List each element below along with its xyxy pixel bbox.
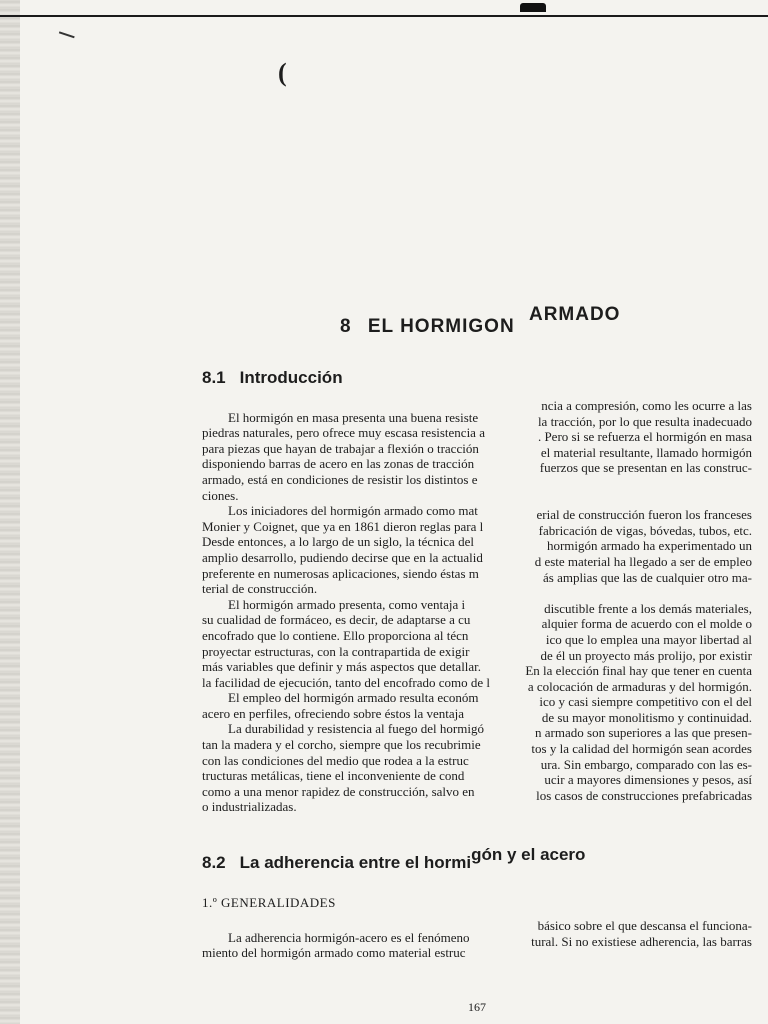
line-right-fragment: hormigón armado ha experimentado un — [546, 538, 752, 554]
handwritten-parenthesis: ( — [278, 58, 287, 87]
text-line — [202, 690, 752, 710]
scan-binding-edge — [0, 0, 20, 1024]
line-left-fragment: El empleo del hormigón armado resulta económ — [228, 690, 479, 706]
line-left-fragment: proyectar estructuras, con la contrapartida de exigir — [202, 643, 470, 659]
line-right-fragment: ucir a mayores dimensiones y pesos, así — [544, 772, 752, 788]
intro-text — [202, 394, 752, 815]
section-number: 8.1 — [202, 368, 226, 387]
text-line — [202, 627, 752, 647]
subsection-heading: 1.º GENERALIDADES — [202, 895, 336, 910]
line-left-fragment: con las condiciones del medio que rodea a la estruc — [202, 752, 469, 768]
line-right-fragment: básico sobre el que descansa el funciona- — [537, 918, 752, 933]
line-right-fragment: discutible frente a los demás materiales, — [544, 600, 752, 616]
line-right-fragment: ura. Sin embargo, comparado con las es- — [540, 756, 752, 772]
line-left-fragment: la facilidad de ejecución, tanto del encofrado como de l — [202, 674, 491, 690]
line-right-fragment: fuerzos que se presentan en las construc- — [539, 460, 752, 476]
line-left-fragment: piedras naturales, pero ofrece muy escasa resistencia a — [202, 425, 485, 441]
line-left-fragment: disponiendo barras de acero en las zonas de tracción — [202, 456, 475, 472]
line-right-fragment: a colocación de armaduras y del hormigón. — [527, 678, 752, 694]
text-line — [202, 612, 752, 632]
text-line — [202, 425, 752, 445]
text-line — [202, 394, 752, 413]
text-line — [202, 643, 752, 663]
line-right-fragment: de su mayor monolitismo y continuidad. — [541, 709, 752, 725]
line-right-fragment: d este material ha llegado a ser de empleo — [534, 553, 752, 569]
line-right-fragment: ico que lo emplea una mayor libertad al — [545, 631, 752, 647]
text-line — [202, 783, 752, 803]
line-left-fragment: amplio desarrollo, pudiendo decirse que en la actualid — [202, 549, 483, 565]
line-left-fragment: acero en perfiles, ofreciendo sobre éstos la ventaja — [202, 705, 465, 721]
section-title-part2: gón y el acero — [471, 845, 586, 864]
line-right-fragment: . Pero si se refuerza el hormigón en masa — [537, 429, 752, 445]
chapter-number: 8 — [340, 316, 352, 337]
line-left-fragment: o industrializadas. — [202, 799, 297, 815]
text-line — [202, 721, 752, 741]
text-line — [202, 549, 752, 569]
line-right-fragment: En la elección final hay que tener en cuenta — [525, 663, 752, 679]
line-left-fragment: preferente en numerosas aplicaciones, siendo éstas m — [202, 565, 479, 581]
chapter-title-part2: ARMADO — [528, 304, 621, 325]
text-line — [202, 596, 752, 616]
line-right-fragment: ico y casi siempre competitivo con el del — [539, 694, 752, 710]
line-right-fragment: erial de construcción fueron los franceses — [536, 507, 752, 523]
line-left-fragment: El hormigón armado presenta, como ventaja i — [228, 596, 466, 612]
line-left-fragment: tan la madera y el corcho, siempre que los recubrimie — [202, 737, 481, 753]
text-line — [202, 799, 752, 815]
section-title: Introducción — [239, 368, 343, 387]
line-right-fragment: de él un proyecto más prolijo, por existir — [540, 647, 752, 663]
chapter-title-part1: EL HORMIGON — [367, 316, 515, 337]
top-rule — [0, 15, 768, 17]
text-line — [202, 674, 752, 694]
line-right-fragment: n armado son superiores a las que presen- — [535, 725, 752, 741]
text-line — [202, 737, 752, 757]
line-right-fragment: fabricación de vigas, bóvedas, tubos, etc. — [538, 522, 752, 538]
line-right-fragment: alquier forma de acuerdo con el molde o — [541, 616, 752, 632]
text-line — [202, 659, 752, 679]
line-left-fragment: El hormigón en masa presenta una buena resiste — [228, 409, 479, 425]
line-left-fragment: como a una menor rapidez de construcción, salvo en — [202, 783, 475, 799]
line-right-fragment: la tracción, por lo que resulta inadecuado — [537, 413, 752, 429]
line-left-fragment: más variables que definir y más aspectos que detallar. — [202, 659, 482, 675]
text-line — [202, 518, 752, 538]
line-left-fragment: armado, está en condiciones de resistir los distintos e — [202, 471, 478, 487]
text-line — [202, 472, 752, 488]
text-line — [202, 752, 752, 772]
text-line — [202, 409, 752, 429]
line-right-fragment: ncia a compresión, como les ocurre a las — [541, 398, 752, 413]
text-line — [202, 565, 752, 585]
chapter-title — [340, 304, 621, 338]
text-line — [202, 945, 752, 961]
line-left-fragment: miento del hormigón armado como material estruc — [202, 945, 466, 961]
line-left-fragment: su cualidad de formáceo, es decir, de adaptarse a cu — [202, 612, 471, 628]
text-line — [202, 581, 752, 597]
text-line — [202, 488, 752, 504]
line-right-fragment: tos y la calidad del hormigón sean acordes — [531, 741, 752, 757]
text-line — [202, 503, 752, 523]
section-heading-adherence — [202, 845, 586, 873]
text-line — [202, 440, 752, 460]
line-left-fragment: terial de construcción. — [202, 581, 318, 597]
section-title-part1: La adherencia entre el hormi — [239, 853, 472, 872]
line-right-fragment: tural. Si no existiese adherencia, las barras — [531, 933, 752, 949]
text-line — [202, 705, 752, 725]
line-left-fragment: ciones. — [202, 487, 239, 503]
line-right-fragment: los casos de construcciones prefabricadas — [536, 787, 752, 803]
line-right-fragment: el material resultante, llamado hormigón — [540, 444, 752, 460]
adherence-text — [202, 914, 752, 961]
line-left-fragment: encofrado que lo contiene. Ello proporciona al técn — [202, 627, 469, 643]
line-left-fragment: La adherencia hormigón-acero es el fenómeno — [228, 929, 470, 945]
line-left-fragment: La durabilidad y resistencia al fuego del hormigó — [228, 721, 484, 737]
section-number: 8.2 — [202, 853, 226, 872]
top-scan-mark — [520, 3, 546, 12]
text-line — [202, 534, 752, 554]
text-line — [202, 929, 752, 949]
section-heading-intro — [202, 368, 343, 388]
line-left-fragment: tructuras metálicas, tiene el inconveniente de cond — [202, 768, 465, 784]
line-left-fragment: Monier y Coignet, que ya en 1861 dieron reglas para l — [202, 518, 484, 534]
page-number: 167 — [468, 1000, 486, 1014]
line-right-fragment: ás amplias que las de cualquier otro ma- — [542, 569, 752, 585]
line-left-fragment: para piezas que hayan de trabajar a flexión o tracción — [202, 440, 479, 456]
corner-pen-mark — [59, 24, 77, 38]
text-line — [202, 768, 752, 788]
line-left-fragment: Desde entonces, a lo largo de un siglo, la técnica del — [202, 534, 474, 550]
text-line — [202, 914, 752, 933]
line-left-fragment: Los iniciadores del hormigón armado como mat — [228, 503, 478, 519]
text-line — [202, 456, 752, 476]
